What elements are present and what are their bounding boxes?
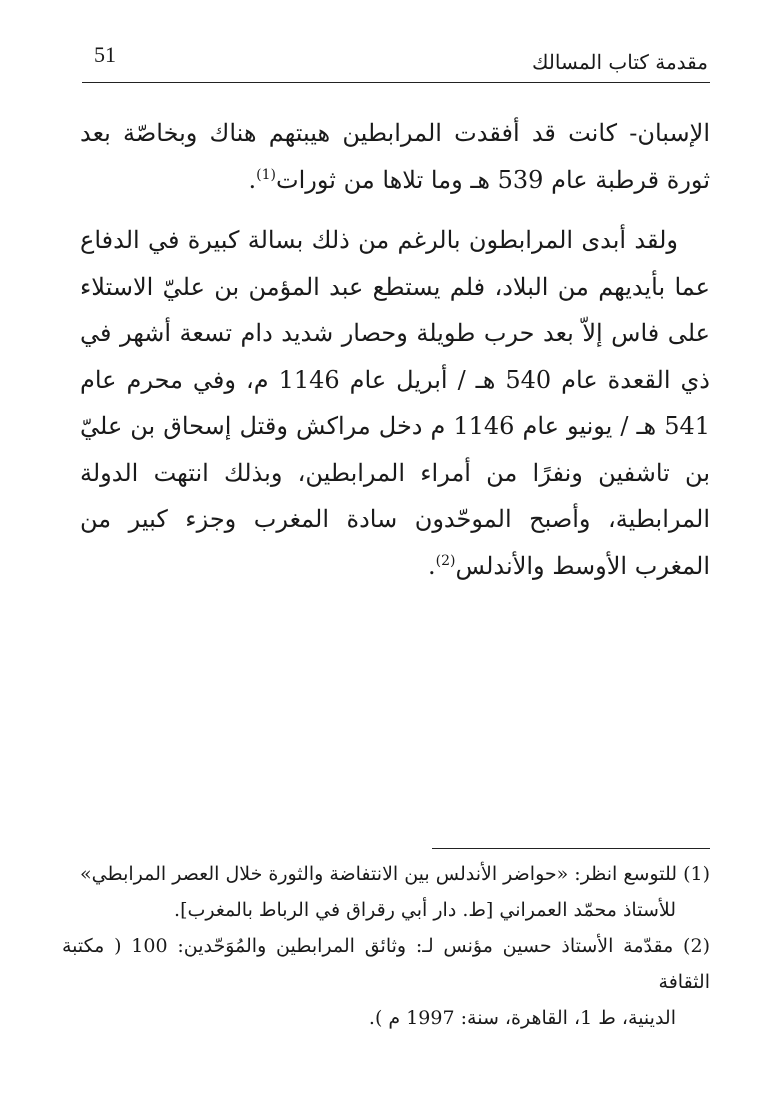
running-title: مقدمة كتاب المسالك	[531, 50, 708, 74]
footnote-2-line-2: الدينية، ط 1، القاهرة، سنة: 1997 م ).	[368, 1007, 676, 1029]
paragraph-2-end: .	[428, 551, 436, 580]
footnotes	[62, 856, 710, 1036]
page-header	[82, 40, 710, 82]
footnote-rule	[432, 848, 710, 849]
footnote-2-line-1: (2) مقدّمة الأستاذ حسين مؤنس لـ: وثائق المرابطين والمُوَحّدين: 100 ( مكتبة الثقافة	[62, 935, 710, 993]
main-text	[80, 110, 710, 589]
page-number: 51	[94, 42, 116, 67]
paragraph-1-text: الإسبان- كانت قد أفقدت المرابطين هيبتهم هناك وبخاصّة بعد ثورة قرطبة عام 539 هـ وما تلاها من ثورات	[80, 119, 710, 194]
paragraph-1	[80, 110, 710, 203]
footnote-1-line-1: (1) للتوسع انظر: «حواضر الأندلس بين الانتفاضة والثورة خلال العصر المرابطي»	[80, 863, 710, 885]
footnote-ref-2: (2)	[435, 552, 456, 569]
header-rule	[82, 82, 710, 83]
paragraph-2-text: ولقد أبدى المرابطون بالرغم من ذلك بسالة كبيرة في الدفاع عما بأيديهم من البلاد، فلم يستطع عبد المؤمن بن عليّ الاستلاء على فاس إلاّ بعد حرب طويلة وحصار شديد دام تسعة أشهر في ذي القعدة عام 540 هـ / أبريل عام 1146 م، وفي محرم عام 541 هـ / يونيو عام 1146 م دخل مراكش وقتل إسحاق بن عليّ بن تاشفين ونفرًا من أمراء المرابطين، وبذلك انتهت الدولة المرابطية، وأصبح الموحّدون سادة المغرب وجزء كبير من المغرب الأوسط والأندلس	[80, 226, 710, 580]
footnote-1-line-2: للأستاذ محمّد العمراني [ط. دار أبي رقراق في الرباط بالمغرب].	[174, 899, 676, 921]
footnote-ref-1: (1)	[256, 166, 277, 183]
paragraph-2	[80, 217, 710, 589]
paragraph-1-end: .	[248, 165, 257, 194]
